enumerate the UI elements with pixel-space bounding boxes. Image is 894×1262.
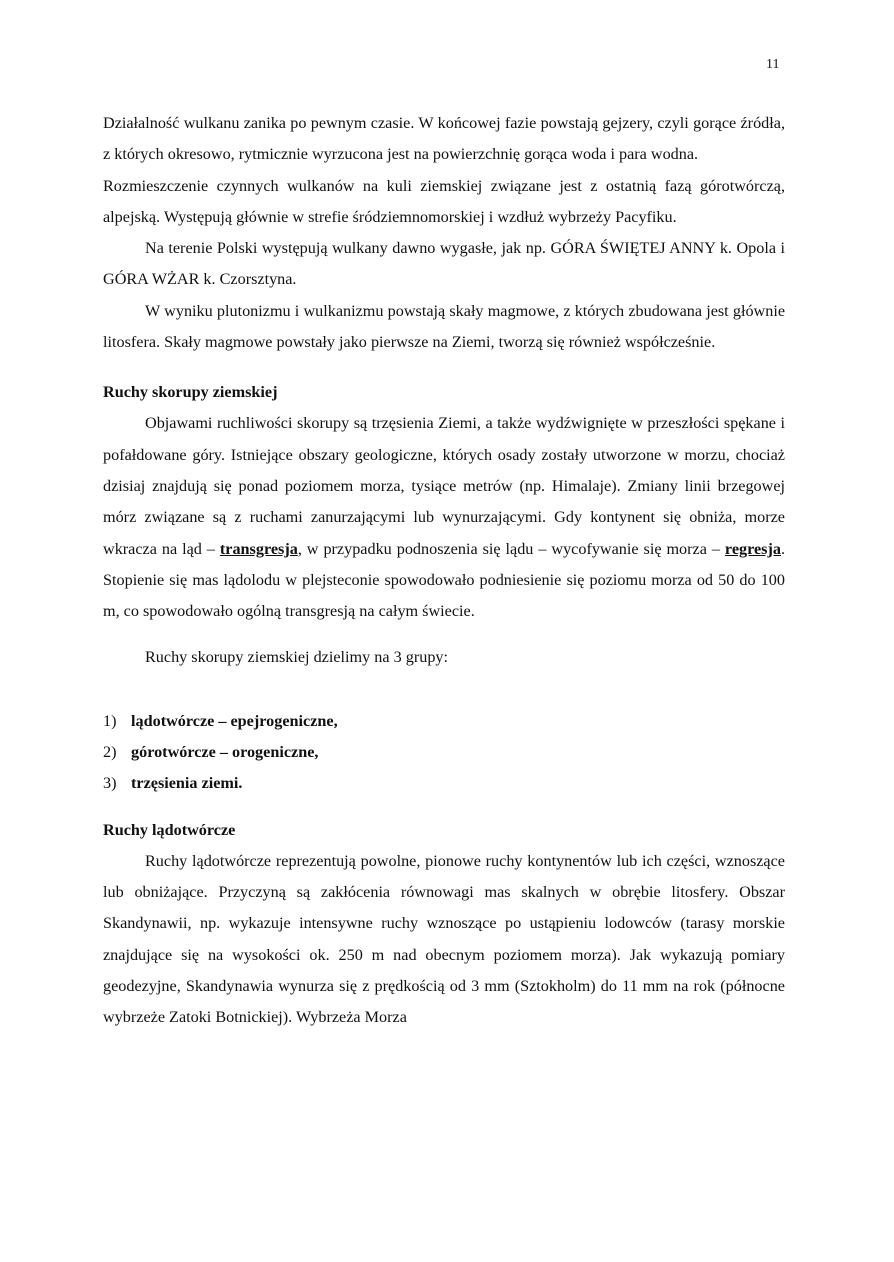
paragraph-land-movements: Ruchy lądotwórcze reprezentują powolne, pionowe ruchy kontynentów lub ich części, wznoszące lub obniżające. Przyczyną są zakłócenia równowagi mas skalnych w obrębie litosfery. Obszar Skandynawii, np. wykazuje intensywne ruchy wznoszące po ustąpieniu lodowców (tarasy morskie znajdujące się na wysokości ok. 250 m nad obecnym poziomem morza). Jak wykazują pomiary geodezyjne, Skandynawia wynurza się z prędkością od 3 mm (Sztokholm) do 11 mm na rok (północne wybrzeże Zatoki Botnickiej). Wybrzeża Morza [103,851,785,1027]
crust-text-a: Objawami ruchliwości skorupy są trzęsienia Ziemi, a także wydźwignięte w przeszłości spękane i pofałdowane góry. Istniejące obszary geologiczne, których osady zostały utworzone w morzu, chociaż dzisiaj znajdują się ponad poziomem morza, tysiące metrów (np. Himalaje). Zmiany linii brzegowej mórz związane są z ruchami zanurzającymi lub wynurzającymi. Gdy kontynent się obniża, morze wkracza na ląd – [103,414,785,558]
page-number: 11 [766,57,780,72]
term-transgression: transgresja [219,539,298,558]
groups-list [103,706,785,800]
paragraph-geysers: Działalność wulkanu zanika po pewnym czasie. W końcowej fazie powstają gejzery, czyli gorące źródła, z których okresowo, rytmicznie wyrzucona jest na powierzchnię gorąca woda i para wodna. [103,114,785,164]
crust-text-b: , w przypadku podnoszenia się lądu – wycofywanie się morza – [297,539,725,558]
list-item: 3) trzęsienia ziemi. [103,774,243,793]
crust-text-c: . Stopienie się mas lądolodu w plejsteconie spowodowało podniesienie się poziomu morza od 50 do 100 m, co spowodowało ogólną transgresją na całym świecie. [103,539,786,621]
page-body [103,108,785,1033]
paragraph-crust-movements [103,408,785,627]
paragraph-magmatic-rocks: W wyniku plutonizmu i wulkanizmu powstają skały magmowe, z których zbudowana jest głównie litosfera. Skały magmowe powstały jako pierwsze na Ziemi, tworzą się również współcześnie. [103,301,785,352]
heading-land-movements: Ruchy lądotwórcze [103,820,236,839]
paragraph-poland-volcanoes: Na terenie Polski występują wulkany dawno wygasłe, jak np. GÓRA ŚWIĘTEJ ANNY k. Opola i GÓRA WŻAR k. Czorsztyna. [103,239,785,289]
heading-crust-movements: Ruchy skorupy ziemskiej [103,383,278,402]
groups-intro: Ruchy skorupy ziemskiej dzielimy na 3 grupy: [145,648,449,667]
list-item: 1) lądotwórcze – epejrogeniczne, [103,711,338,730]
paragraph-volcano-distribution: Rozmieszczenie czynnych wulkanów na kuli ziemskiej związane jest z ostatnią fazą górotwórczą, alpejską. Występują głównie w strefie śródziemnomorskiej i wzdłuż wybrzeży Pacyfiku. [103,176,785,226]
list-item: 2) górotwórcze – orogeniczne, [103,743,319,762]
term-regression: regresja [724,539,781,558]
